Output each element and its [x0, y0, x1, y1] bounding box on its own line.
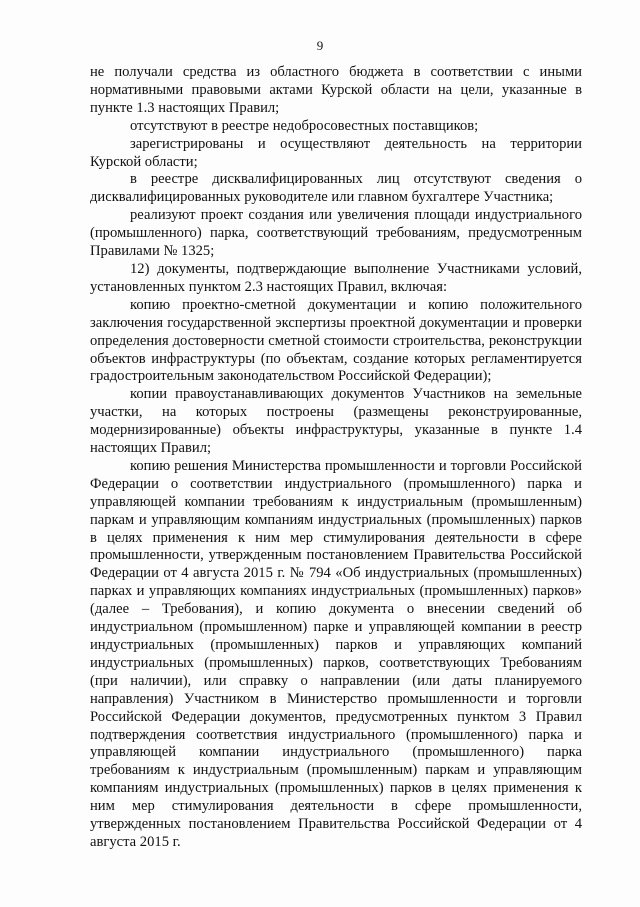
paragraph-registered-kursk: зарегистрированы и осуществляют деятельность на территории Курской области;: [90, 135, 582, 170]
paragraph-disqualified-persons: в реестре дисквалифицированных лиц отсутствуют сведения о дисквалифицированных руководителе или главном бухгалтере Участника;: [90, 171, 582, 206]
page-number: 9: [316, 38, 324, 53]
paragraph-design-documentation: копию проектно-сметной документации и копию положительного заключения государственной экспертизы проектной документации и проверки определения достоверности сметной стоимости строительства, реконструкции объектов инфраструктуры (по объектам, создание которых регламентируется градостроительным законодательством Российской Федерации);: [90, 296, 582, 385]
paragraph-ministry-decision: копию решения Министерства промышленности и торговли Российской Федерации о соответствии индустриального (промышленного) парка и управляющей компании требованиям к индустриальным (промышленным) паркам и управляющим компаниям индустриальных (промышленных) парков в целях применения к ним мер стимулирования деятельности в сфере промышленности, утвержденным постановлением Правительства Российской Федерации от 4 августа 2015 г. № 794 «Об индустриальных (промышленных) парках и управляющих компаниях индустриальных (промышленных) парков» (далее – Требования), и копию документа о внесении сведений об индустриальном (промышленном) парке и управляющей компании в реестр индустриальных (промышленных) парков и управляющих компаний индустриальных (промышленных) парков, соответствующих Требованиям (при наличии), или справку о направлении (или даты планируемого направления) Участником в Министерство промышленности и торговли Российской Федерации документов, предусмотренных пунктом 3 Правил подтверждения соответствия индустриального (промышленного) парка и управляющей компании индустриального (промышленного) парка требованиям к индустриальным (промышленным) паркам и управляющим компаниям индустриальных (промышленных) парков в целях применения к ним мер стимулирования деятельности в сфере промышленности, утвержденных постановлением Правительства Российской Федерации от 4 августа 2015 г.: [90, 457, 582, 850]
document-body: [90, 64, 582, 852]
paragraph-park-project: реализуют проект создания или увеличения площади индустриального (промышленного) парка, соответствующий требованиям, предусмотренным Правилами № 1325;: [90, 207, 582, 260]
paragraph-item-12: 12) документы, подтверждающие выполнение Участниками условий, установленных пунктом 2.3 настоящих Правил, включая:: [90, 260, 582, 295]
paragraph-land-title-documents: копии правоустанавливающих документов Участников на земельные участки, на которых построены (размещены реконструированные, модернизированные) объекты инфраструктуры, указанные в пункте 1.4 настоящих Правил;: [90, 386, 582, 457]
paragraph-budget-funds: не получали средства из областного бюджета в соответствии с иными нормативными правовыми актами Курской области на цели, указанные в пункте 1.3 настоящих Правил;: [90, 64, 582, 116]
paragraph-unfair-suppliers: отсутствуют в реестре недобросовестных поставщиков;: [130, 117, 479, 134]
